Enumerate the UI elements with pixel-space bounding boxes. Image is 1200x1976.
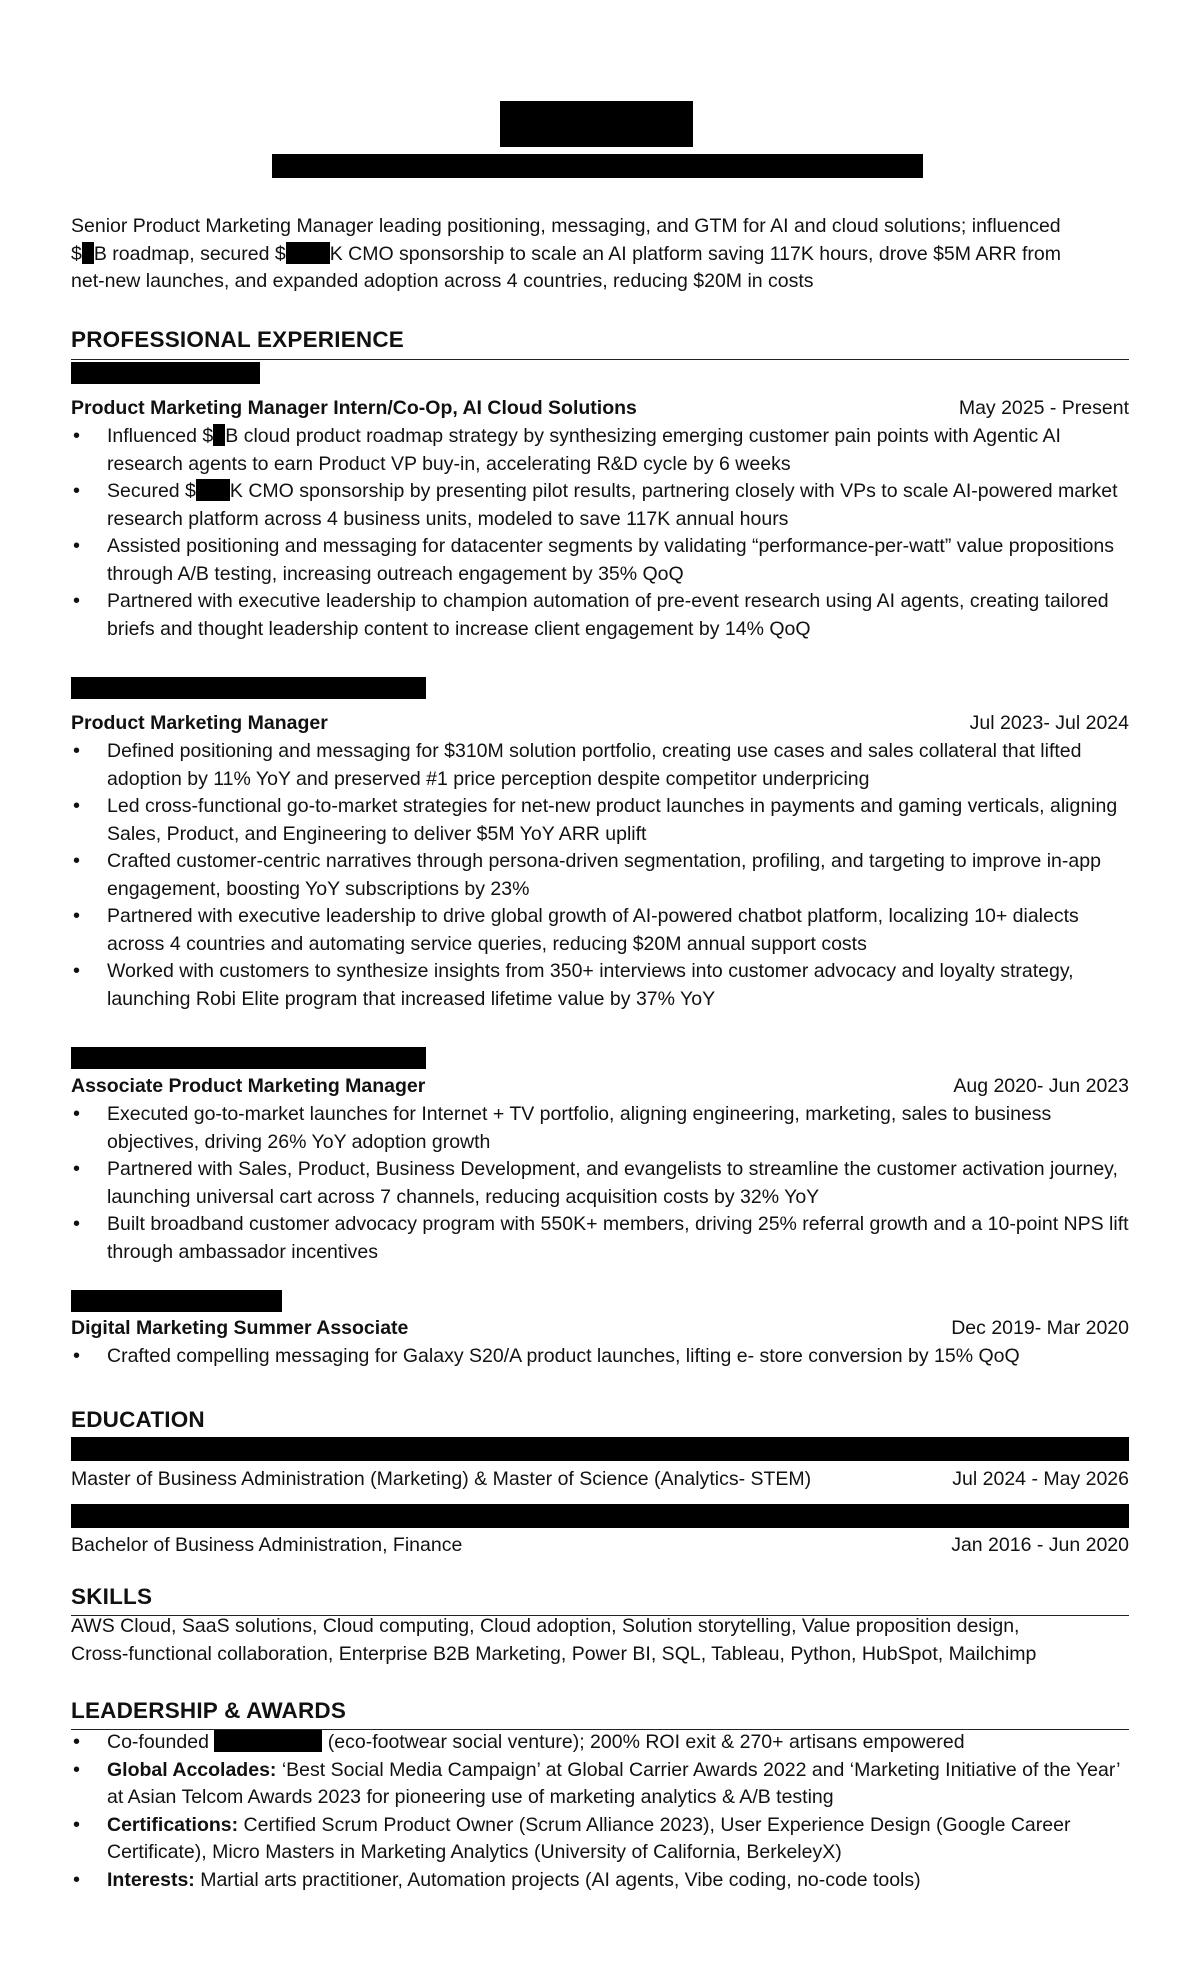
education-degree: Bachelor of Business Administration, Finance: [71, 1534, 463, 1556]
bullet-item: • Certifications: Certified Scrum Product Owner (Scrum Alliance 2023), User Experience Design (Google Career Certificate), Micro Masters in Marketing Analytics (University of California, BerkeleyX): [71, 1812, 1141, 1867]
education-dates: Jan 2016 - Jun 2020: [951, 1534, 1129, 1556]
education-dates: Jul 2024 - May 2026: [952, 1468, 1129, 1490]
bullet-item: • Partnered with Sales, Product, Business Development, and evangelists to streamline the customer activation journey, launching universal cart across 7 channels, reducing acquisition costs by 32% YoY: [71, 1156, 1141, 1211]
job-role: Digital Marketing Summer Associate: [71, 1317, 409, 1339]
redacted-school: [71, 1437, 1129, 1461]
job-dates: Jul 2023- Jul 2024: [969, 712, 1129, 734]
summary-line-2: $ B roadmap, secured $ K CMO sponsorship to scale an AI platform saving 117K hours, drove $5M ARR from: [71, 242, 1061, 265]
skills-list: [71, 1613, 1141, 1668]
bullet-item: • Crafted customer-centric narratives through persona-driven segmentation, profiling, and targeting to improve in-app engagement, boosting YoY subscriptions by 23%: [71, 848, 1141, 903]
redacted-company: [71, 362, 260, 384]
job-dates: Dec 2019- Mar 2020: [951, 1317, 1129, 1339]
redacted-venture: [214, 1730, 322, 1752]
redacted-school: [71, 1504, 1129, 1528]
bullet-item: • Partnered with executive leadership to drive global growth of AI-powered chatbot platform, localizing 10+ dialects across 4 countries and automating service queries, reducing $20M annual support costs: [71, 903, 1141, 958]
job-header: [71, 710, 1129, 737]
accolades-label: Global Accolades:: [107, 1758, 277, 1781]
section-title-leadership: LEADERSHIP & AWARDS: [71, 1698, 347, 1723]
section-title-skills: SKILLS: [71, 1584, 153, 1609]
redacted-value: [196, 479, 230, 501]
education-row: [71, 1532, 1129, 1559]
job-bullets: [71, 738, 1141, 1013]
leadership-bullets: [71, 1729, 1141, 1894]
section-divider: [71, 359, 1129, 360]
job-dates: Aug 2020- Jun 2023: [953, 1075, 1129, 1097]
redacted-company: [71, 1290, 282, 1312]
bullet-item: • Co-founded (eco-footwear social venture); 200% ROI exit & 270+ artisans empowered: [71, 1729, 1141, 1757]
summary: [71, 213, 1141, 296]
certifications-label: Certifications:: [107, 1813, 239, 1836]
redacted-value: [286, 242, 330, 264]
job-bullets: [71, 1101, 1141, 1266]
job-role: Product Marketing Manager: [71, 712, 328, 734]
section-title-education: EDUCATION: [71, 1407, 205, 1432]
bullet-item: • Executed go-to-market launches for Internet + TV portfolio, aligning engineering, marketing, sales to business objectives, driving 26% YoY adoption growth: [71, 1101, 1141, 1156]
bullet-item: • Worked with customers to synthesize insights from 350+ interviews into customer advocacy and loyalty strategy, launching Robi Elite program that increased lifetime value by 37% YoY: [71, 958, 1141, 1013]
redacted-value: [82, 242, 94, 264]
bullet-item: • Defined positioning and messaging for $310M solution portfolio, creating use cases and sales collateral that lifted adoption by 11% YoY and preserved #1 price perception despite competitor underpricing: [71, 738, 1141, 793]
education-degree: Master of Business Administration (Marketing) & Master of Science (Analytics- STEM): [71, 1468, 812, 1490]
redacted-company: [71, 1047, 426, 1069]
job-bullets: [71, 1343, 1141, 1371]
skills-line-1: AWS Cloud, SaaS solutions, Cloud computing, Cloud adoption, Solution storytelling, Value proposition design,: [71, 1615, 1020, 1637]
job-bullets: [71, 423, 1141, 643]
redacted-value: [213, 424, 225, 446]
job-header: [71, 1073, 1129, 1100]
job-dates: May 2025 - Present: [958, 397, 1129, 419]
section-title-experience: PROFESSIONAL EXPERIENCE: [71, 327, 405, 352]
interests-label: Interests:: [107, 1868, 195, 1891]
education-row: [71, 1466, 1129, 1493]
bullet-item: • Assisted positioning and messaging for datacenter segments by validating “performance-per-watt” value propositions through A/B testing, increasing outreach engagement by 35% QoQ: [71, 533, 1141, 588]
bullet-item: • Interests: Martial arts practitioner, Automation projects (AI agents, Vibe coding, no-code tools): [71, 1867, 1141, 1895]
bullet-item: • Global Accolades: ‘Best Social Media Campaign’ at Global Carrier Awards 2022 and ‘Marketing Initiative of the Year’ at Asian Telcom Awards 2023 for pioneering use of marketing analytics & A/B testing: [71, 1757, 1141, 1812]
job-role: Associate Product Marketing Manager: [71, 1075, 426, 1097]
summary-line-3: net-new launches, and expanded adoption across 4 countries, reducing $20M in costs: [71, 270, 814, 292]
bullet-item: • Crafted compelling messaging for Galaxy S20/A product launches, lifting e- store conversion by 15% QoQ: [71, 1343, 1141, 1371]
bullet-item: • Influenced $ B cloud product roadmap strategy by synthesizing emerging customer pain points with Agentic AI research agents to earn Product VP buy-in, accelerating R&D cycle by 6 weeks: [71, 423, 1141, 478]
bullet-item: • Secured $ K CMO sponsorship by presenting pilot results, partnering closely with VPs to scale AI-powered market research platform across 4 business units, modeled to save 117K annual hours: [71, 478, 1141, 533]
job-header: [71, 1315, 1129, 1342]
redacted-contact: [272, 154, 923, 178]
bullet-item: • Built broadband customer advocacy program with 550K+ members, driving 25% referral growth and a 10-point NPS lift through ambassador incentives: [71, 1211, 1141, 1266]
redacted-name: [500, 101, 693, 147]
job-header: [71, 395, 1129, 422]
summary-line-1: Senior Product Marketing Manager leading positioning, messaging, and GTM for AI and cloud solutions; influenced: [71, 215, 1061, 237]
bullet-item: • Partnered with executive leadership to champion automation of pre-event research using AI agents, creating tailored briefs and thought leadership content to increase client engagement by 14% QoQ: [71, 588, 1141, 643]
bullet-item: • Led cross-functional go-to-market strategies for net-new product launches in payments and gaming verticals, aligning Sales, Product, and Engineering to deliver $5M YoY ARR uplift: [71, 793, 1141, 848]
redacted-company: [71, 677, 426, 699]
job-role: Product Marketing Manager Intern/Co-Op, AI Cloud Solutions: [71, 397, 637, 419]
skills-line-2: Cross-functional collaboration, Enterprise B2B Marketing, Power BI, SQL, Tableau, Python, HubSpot, Mailchimp: [71, 1642, 1037, 1665]
